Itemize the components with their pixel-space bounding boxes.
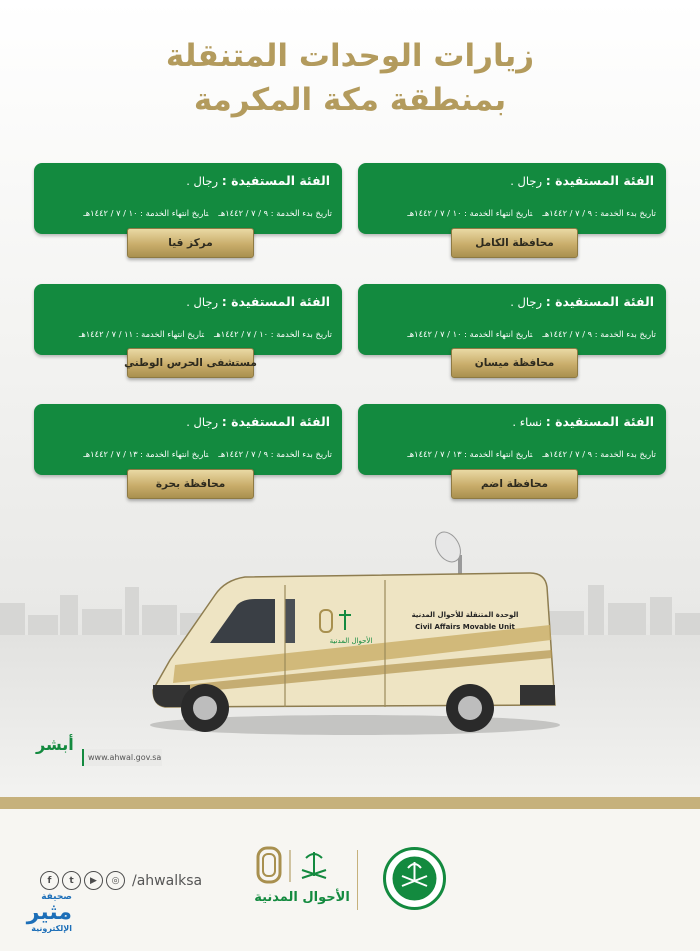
start-date: تاريخ بدء الخدمة : ١٠ / ٧ / ١٤٤٢هـ — [213, 329, 332, 339]
sabq-line3: الإلكترونية — [31, 924, 72, 933]
start-date: تاريخ بدء الخدمة : ٩ / ٧ / ١٤٤٢هـ — [542, 208, 656, 218]
category-label: الفئة المستفيدة : — [221, 414, 330, 429]
front-wheel — [181, 684, 229, 732]
footer-divider — [0, 797, 700, 809]
category-value: رجال . — [186, 295, 219, 309]
instagram-icon[interactable]: ◎ — [106, 871, 125, 890]
mobile-unit-van — [145, 525, 560, 740]
end-date: تاريخ انتهاء الخدمة : ١٠ / ٧ / ١٤٤٢هـ — [83, 208, 209, 218]
absher-logo: أبشر — [36, 735, 74, 754]
ministry-emblem-icon — [382, 846, 447, 911]
logo-divider — [357, 850, 358, 910]
page-subtitle: بمنطقة مكة المكرمة — [193, 82, 507, 118]
satellite-dish-icon — [430, 528, 465, 575]
category-label: الفئة المستفيدة : — [545, 294, 654, 309]
category-value: نساء . — [512, 415, 543, 429]
start-date: تاريخ بدء الخدمة : ٩ / ٧ / ١٤٤٢هـ — [542, 329, 656, 339]
visit-card — [34, 404, 342, 475]
end-date: تاريخ انتهاء الخدمة : ١٣ / ٧ / ١٤٤٢هـ — [83, 449, 209, 459]
location-badge: مركز قيا — [127, 228, 254, 258]
sabq-line2: مثير — [26, 900, 72, 925]
location-badge: محافظة اضم — [451, 469, 578, 499]
youtube-icon[interactable]: ▶ — [84, 871, 103, 890]
start-date: تاريخ بدء الخدمة : ٩ / ٧ / ١٤٤٢هـ — [218, 208, 332, 218]
social-links — [40, 871, 202, 890]
category-label: الفئة المستفيدة : — [221, 294, 330, 309]
end-date: تاريخ انتهاء الخدمة : ١٠ / ٧ / ١٤٤٢هـ — [407, 208, 533, 218]
location-badge: محافظة ميسان — [451, 348, 578, 378]
van-text-arabic: الوحدة المتنقلة للأحوال المدنية — [411, 611, 519, 619]
social-handle[interactable]: /ahwalksa — [132, 872, 203, 889]
category-value: رجال . — [186, 415, 219, 429]
rear-wheel — [446, 684, 494, 732]
civil-affairs-logo-text: الأحوال المدنية — [254, 890, 350, 905]
visit-card — [358, 284, 666, 355]
category-label: الفئة المستفيدة : — [545, 173, 654, 188]
twitter-icon[interactable]: t — [62, 871, 81, 890]
end-date: تاريخ انتهاء الخدمة : ١٣ / ٧ / ١٤٤٢هـ — [407, 449, 533, 459]
facebook-icon[interactable]: f — [40, 871, 59, 890]
end-date: تاريخ انتهاء الخدمة : ١٠ / ٧ / ١٤٤٢هـ — [407, 329, 533, 339]
van-text-english: Civil Affairs Movable Unit — [415, 623, 515, 631]
van-logo-text: الأحوال المدنية — [329, 637, 373, 645]
category-label: الفئة المستفيدة : — [545, 414, 654, 429]
start-date: تاريخ بدء الخدمة : ٩ / ٧ / ١٤٤٢هـ — [542, 449, 656, 459]
location-badge: مستشفى الحرس الوطني — [127, 348, 254, 378]
visit-card — [34, 163, 342, 234]
category-value: رجال . — [510, 174, 543, 188]
end-date: تاريخ انتهاء الخدمة : ١١ / ٧ / ١٤٤٢هـ — [78, 329, 204, 339]
sabq-line1: صحيفة — [41, 892, 72, 902]
location-badge: محافظة الكامل — [451, 228, 578, 258]
page-title: زيارات الوحدات المتنقلة — [165, 38, 535, 74]
category-value: رجال . — [186, 174, 219, 188]
location-badge: محافظة بحرة — [127, 469, 254, 499]
sabq-watermark — [14, 892, 72, 933]
civil-affairs-logo-icon — [252, 846, 352, 886]
visit-card — [358, 163, 666, 234]
category-value: رجال . — [510, 295, 543, 309]
visit-card — [358, 404, 666, 475]
visit-card — [34, 284, 342, 355]
category-label: الفئة المستفيدة : — [221, 173, 330, 188]
website-url[interactable]: www.ahwal.gov.sa — [82, 749, 162, 766]
start-date: تاريخ بدء الخدمة : ٩ / ٧ / ١٤٤٢هـ — [218, 449, 332, 459]
